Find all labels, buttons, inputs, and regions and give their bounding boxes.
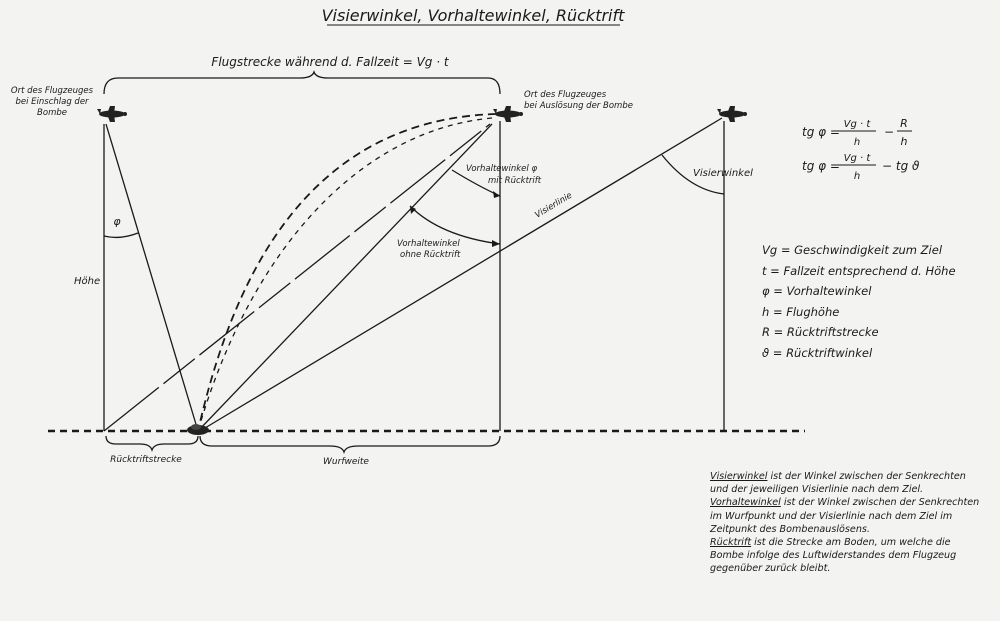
line-plane1-target: [106, 124, 198, 431]
ort-einschlag-line1: Ort des Flugzeuges: [10, 86, 94, 96]
formula2-numerator: Vg · t: [843, 153, 871, 164]
formula-2: [802, 153, 920, 182]
visierlinie-label: Visierlinie: [533, 190, 575, 221]
formula2-rest: − tg ϑ: [882, 159, 920, 173]
formula1-numerator2: R: [900, 117, 908, 130]
legend-item-t: t = Fallzeit entsprechend d. Höhe: [762, 263, 956, 278]
formula1-denominator2: h: [900, 135, 908, 148]
note-term-vorhaltewinkel: Vorhaltewinkel: [710, 497, 781, 509]
note-text-6: ist die Strecke am Boden, um welche die: [751, 537, 951, 549]
note-line-8: gegenüber zurück bleibt.: [710, 563, 831, 575]
arc-phi: [104, 233, 138, 237]
note-line-4: im Wurfpunkt und der Visierlinie nach dem Ziel im: [710, 510, 953, 522]
ort-ausloesung-line1: Ort des Flugzeuges: [524, 90, 607, 100]
wurfweite-brace: [200, 436, 500, 452]
flugstrecke-brace: [104, 72, 500, 94]
note-text-1: ist der Winkel zwischen der Senkrechten: [767, 471, 966, 482]
legend-item-vg: Vg = Geschwindigkeit zum Ziel: [762, 243, 943, 257]
note-line-7: Bombe infolge des Luftwiderstandes dem Flugzeug: [710, 550, 957, 562]
flugstrecke-label: Flugstrecke während d. Fallzeit = Vg · t: [211, 55, 449, 69]
arrow-vorhalte-ohne: [492, 240, 500, 247]
visierwinkel-label: Visierwinkel: [693, 168, 753, 179]
definitions-note: [710, 470, 995, 576]
airplane-icon-ausloesung: [493, 106, 523, 122]
line-ruecktrift-sight: [104, 124, 490, 431]
target-icon: [187, 424, 209, 435]
formula-1: [802, 117, 912, 148]
formula1-lhs: tg φ =: [802, 125, 840, 139]
vorhaltewinkel-ohne-line2: ohne Rücktrift: [400, 250, 461, 260]
line-target-plane2: [198, 124, 492, 431]
vorhaltewinkel-mit-line1: Vorhaltewinkel φ: [466, 164, 538, 174]
legend-item-r: R = Rücktriftstrecke: [762, 325, 879, 339]
ruecktriftstrecke-label: Rücktriftstrecke: [110, 455, 182, 465]
vorhaltewinkel-mit-line2: mit Rücktrift: [488, 176, 542, 186]
formula1-numerator: Vg · t: [843, 119, 871, 130]
legend-item-phi: φ = Vorhaltewinkel: [762, 284, 872, 298]
legend: [762, 240, 956, 363]
wurfweite-label: Wurfweite: [323, 457, 369, 467]
visierlinie-line: [200, 118, 722, 431]
hoehe-label: Höhe: [74, 276, 101, 287]
note-term-visierwinkel: Visierwinkel: [710, 471, 768, 482]
note-line-6: [710, 536, 995, 549]
ort-einschlag-line3: Bombe: [37, 108, 67, 118]
formula1-denominator: h: [853, 137, 861, 148]
note-line-2: und der jeweiligen Visierlinie nach dem Ziel.: [710, 484, 924, 496]
ruecktrift-brace: [106, 436, 198, 450]
formula1-minus: −: [884, 125, 895, 139]
legend-item-theta: ϑ = Rücktriftwinkel: [762, 345, 873, 360]
note-line-3: [710, 496, 995, 509]
diagram-title: Visierwinkel, Vorhaltewinkel, Rücktrift: [321, 6, 625, 25]
airplane-icon-einschlag: [97, 106, 127, 122]
ort-einschlag-line2: bei Einschlag der: [15, 97, 89, 107]
phi-symbol: φ: [113, 215, 121, 228]
note-term-ruecktrift: Rücktrift: [710, 537, 752, 549]
arrow-vorhalte-mit: [493, 191, 500, 198]
vorhaltewinkel-ohne-line1: Vorhaltewinkel: [397, 239, 460, 249]
formula2-lhs: tg φ =: [802, 159, 840, 173]
note-line-5: Zeitpunkt des Bombenauslösens.: [710, 523, 870, 535]
note-line-1: [710, 470, 995, 483]
note-text-3: ist der Winkel zwischen der Senkrechten: [780, 497, 980, 509]
formula2-denominator: h: [853, 171, 861, 182]
airplane-icon-visier: [717, 106, 747, 122]
ort-ausloesung-line2: bei Auslösung der Bombe: [524, 101, 633, 111]
legend-item-h: h = Flughöhe: [762, 304, 840, 319]
